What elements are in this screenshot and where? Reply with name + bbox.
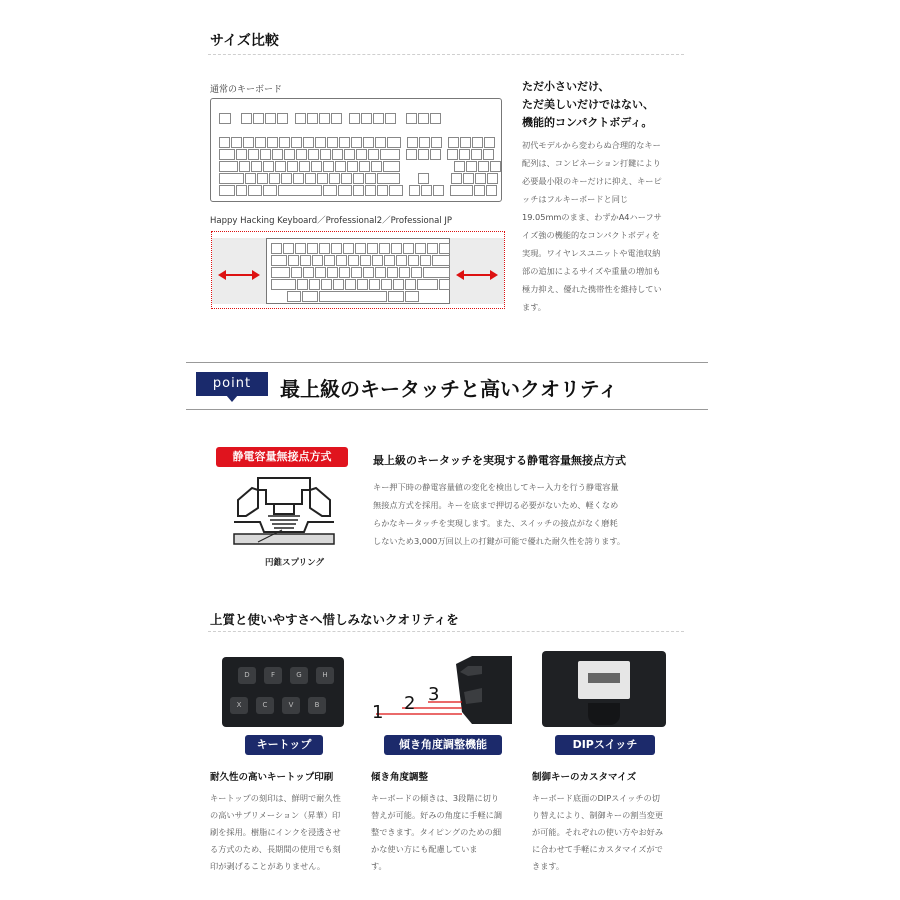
body-line: 替えが可能。好みの角度に手軽に調 [371,810,503,820]
keytop-label: キートップ [245,735,323,755]
divider [208,54,684,55]
dip-switch-photo [542,651,666,727]
feature-body [532,790,682,875]
body-line: 必要最小限のキーだけに抑え、キーピ [522,176,662,186]
lead-line: 機能的コンパクトボディ。 [522,116,653,129]
body-line: が可能。それぞれの使い方やお好み [532,827,664,837]
double-arrow-icon [218,266,258,285]
body-line: 19.05mmのまま、わずかA4ハーフサ [522,212,662,222]
point-title: 最上級のキータッチと高いクオリティ [280,377,618,401]
tilt-label: 傾き角度調整機能 [384,735,502,755]
keytop-photo [222,657,344,727]
tilt-step: 1 [372,702,384,723]
keycap: F [264,667,282,684]
capacitive-heading: 最上級のキータッチを実現する静電容量無接点方式 [373,454,626,467]
body-line: かな使い方にも配慮していま [371,844,478,854]
keycap: C [256,697,274,714]
body-line: キーボード底面のDIPスイッチの切 [532,793,660,803]
body-line: ッチはフルキーボードと同じ [522,194,629,204]
size-lead [522,78,692,132]
dip-switches [588,673,620,683]
lead-line: ただ小さいだけ、 [522,80,610,93]
capacitive-label: 静電容量無接点方式 [216,447,348,467]
body-line: イズ強の機能的なコンパクトボディを [522,230,660,240]
body-line: 整できます。タイピングのための細 [371,827,502,837]
keycap: X [230,697,248,714]
normal-keyboard-label: 通常のキーボード [210,85,283,95]
body-line: り替えにより、制御キーの割当変更 [532,810,664,820]
body-line: 刷を採用。樹脂にインクを浸透させ [210,827,341,837]
keycap: B [308,697,326,714]
feature-heading: 耐久性の高いキートップ印刷 [210,772,334,783]
stand [588,703,620,725]
feature-body [371,790,521,875]
tilt-step: 2 [404,693,416,714]
body-line: 実現。ワイヤレスユニットや電池収納 [522,248,661,258]
body-line: キーボードの傾きは、3段階に切り [371,793,500,803]
body-line: らかなキータッチを実現します。また、スイッチの接点がなく磨耗 [373,518,618,528]
keycap: V [282,697,300,714]
body-line: 部の追加によるサイズや重量の増加も [522,266,661,276]
body-line: に合わせて手軽にカスタマイズがで [532,844,663,854]
feature-body [210,790,360,875]
body-line: る方式のため、長期間の使用でも刻 [210,844,341,854]
hhkb-label: Happy Hacking Keyboard／Professional2／Professional JP [210,216,453,226]
normal-keyboard-image [210,98,502,202]
body-line: ます。 [522,302,546,312]
lead-line: ただ美しいだけではない、 [522,98,654,111]
body-line: す。 [371,861,387,871]
body-line: キートップの刻印は、鮮明で耐久性 [210,793,341,803]
tilt-photo [372,652,512,727]
divider [208,631,684,632]
dip-label: DIPスイッチ [555,735,655,755]
hhkb-comparison [211,231,505,309]
tilt-step: 3 [428,684,440,705]
spring-label: 円錐スプリング [265,558,324,568]
body-line: 初代モデルから変わらぬ合理的なキー [522,140,661,150]
badge-pointer [226,395,238,402]
quality-title: 上質と使いやすさへ惜しみないクオリティを [210,612,459,627]
body-line: キー押下時の静電容量値の変化を検出してキー入力を行う静電容量 [373,482,619,492]
keycap: G [290,667,308,684]
feature-heading: 傾き角度調整 [371,772,429,783]
body-line: 極力抑え、優れた携帯性を維持してい [522,284,662,294]
capacitive-body [373,478,673,550]
size-body [522,136,692,316]
point-badge: point [196,372,268,396]
body-line: しないため3,000万回以上の打鍵が可能で優れた耐久性を誇ります。 [373,536,626,546]
dip-panel [578,661,630,699]
body-line: 印が剥げることがありません。 [210,861,326,871]
body-line: 無接点方式を採用。キーを底まで押切る必要がないため、軽くなめ [373,500,619,510]
body-line: 配列は、コンビネーション打鍵により [522,158,661,168]
keycap: D [238,667,256,684]
switch-diagram-icon [228,470,340,552]
body-line: きます。 [532,861,565,871]
double-arrow-icon [456,266,496,285]
body-line: の高いサブリメーション（昇華）印 [210,810,341,820]
feature-heading: 制御キーのカスタマイズ [532,772,637,783]
keycap: H [316,667,334,684]
hhkb-keyboard-image [266,238,450,304]
size-section-title: サイズ比較 [210,33,279,49]
